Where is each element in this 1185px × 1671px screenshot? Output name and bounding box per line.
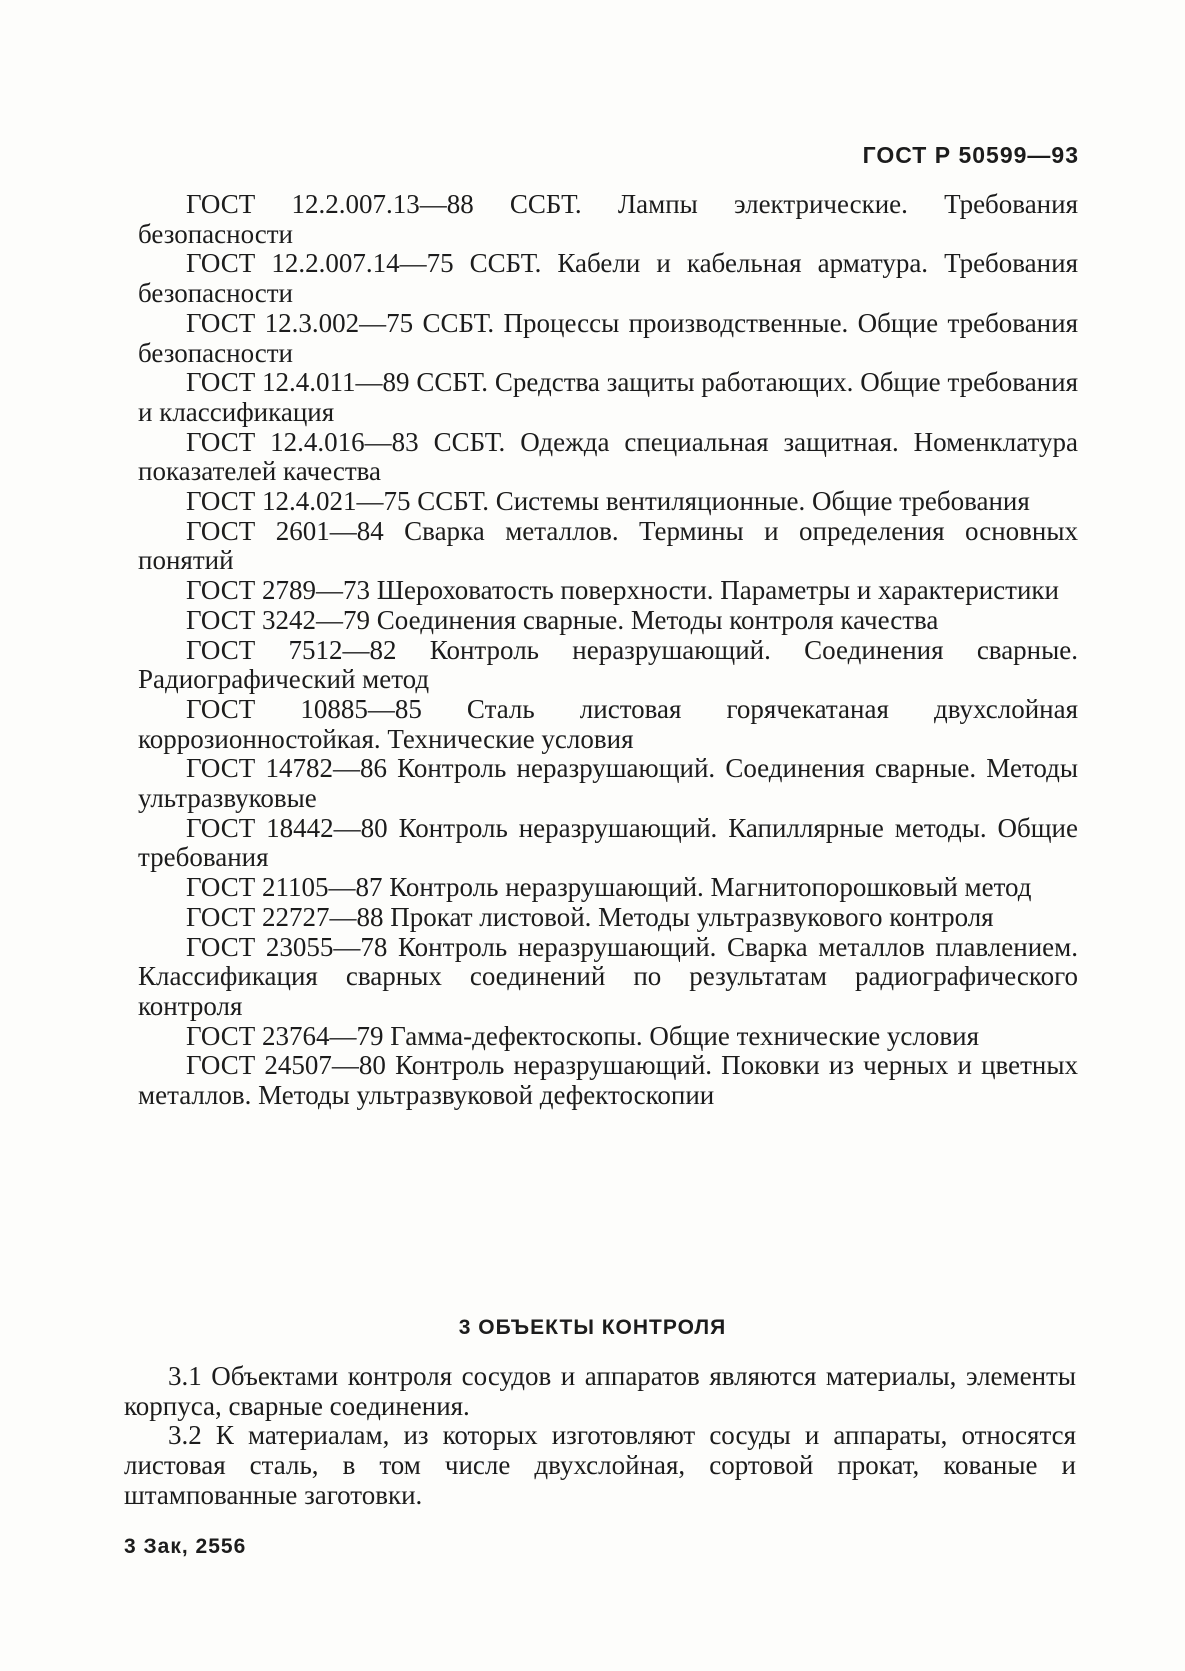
reference-item: ГОСТ 14782—86 Контроль неразрушающий. Соединения сварные. Методы ультразвуковые: [138, 753, 1078, 814]
reference-item: ГОСТ 2601—84 Сварка металлов. Термины и определения основных понятий: [138, 515, 1078, 576]
reference-item: ГОСТ 12.4.016—83 ССБТ. Одежда специальная защитная. Номенклатура показателей качества: [138, 426, 1078, 487]
section-paragraph: 3.2 К материалам, из которых изготовляют сосуды и аппараты, относятся листовая сталь, в том числе двухслойная, сортовой прокат, кованые и штампованные заготовки.: [124, 1420, 1076, 1510]
document-code-header: ГОСТ Р 50599—93: [862, 142, 1079, 168]
reference-item: ГОСТ 3242—79 Соединения сварные. Методы контроля качества: [186, 604, 939, 635]
reference-item: ГОСТ 7512—82 Контроль неразрушающий. Соединения сварные. Радиографический метод: [138, 634, 1078, 695]
reference-item: ГОСТ 22727—88 Прокат листовой. Методы ультразвукового контроля: [186, 901, 994, 932]
reference-item: ГОСТ 23055—78 Контроль неразрушающий. Сварка металлов плавлением. Классификация сварных соединений по результатам радиографического контроля: [138, 931, 1078, 1021]
section-title: 3 ОБЪЕКТЫ КОНТРОЛЯ: [458, 1316, 727, 1339]
reference-item: ГОСТ 18442—80 Контроль неразрушающий. Капиллярные методы. Общие требования: [138, 812, 1078, 873]
reference-item: ГОСТ 12.4.021—75 ССБТ. Системы вентиляционные. Общие требования: [186, 486, 1030, 517]
reference-item: ГОСТ 12.2.007.13—88 ССБТ. Лампы электрические. Требования безопасности: [138, 189, 1078, 249]
section-paragraph: 3.1 Объектами контроля сосудов и аппаратов являются материалы, элементы корпуса, сварные соединения.: [124, 1361, 1076, 1421]
reference-item: ГОСТ 21105—87 Контроль неразрушающий. Магнитопорошковый метод: [186, 872, 1032, 903]
reference-item: ГОСТ 12.2.007.14—75 ССБТ. Кабели и кабельная арматура. Требования безопасности: [138, 248, 1078, 309]
reference-item: ГОСТ 12.4.011—89 ССБТ. Средства защиты работающих. Общие требования и классификация: [138, 367, 1078, 427]
normative-references-list: [138, 190, 1078, 1111]
reference-item: ГОСТ 24507—80 Контроль неразрушающий. Поковки из черных и цветных металлов. Методы ультразвуковой дефектоскопии: [138, 1050, 1078, 1111]
reference-item: ГОСТ 12.3.002—75 ССБТ. Процессы производственные. Общие требования безопасности: [138, 307, 1078, 368]
reference-item: ГОСТ 10885—85 Сталь листовая горячекатаная двухслойная коррозионностойкая. Технические условия: [138, 693, 1078, 754]
reference-item: ГОСТ 2789—73 Шероховатость поверхности. Параметры и характеристики: [186, 575, 1059, 606]
section-body: [124, 1362, 1076, 1511]
reference-item: ГОСТ 23764—79 Гамма-дефектоскопы. Общие технические условия: [186, 1020, 980, 1051]
printing-order-note: 3 Зак, 2556: [124, 1535, 247, 1558]
